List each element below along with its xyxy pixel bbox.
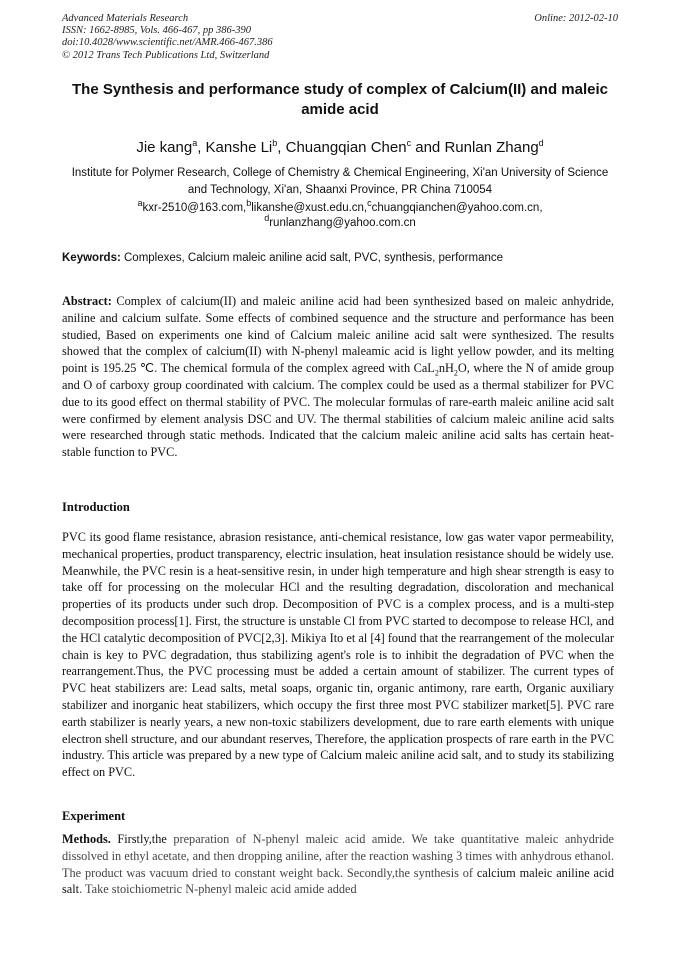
introduction-text: PVC its good flame resistance, abrasion resistance, anti-chemical resistance, low gas water vapor permeability, mechanical properties, product transparency, electric insulation, heat insulation resistance should be widely use. Meanwhile, the PVC resin is a heat-sensitive resin, in under high temperature and high shear strength is easy to take off for processing on the molecular HCl and the resulting degradation, discoloration and mechanical properties of its products under such drop. Decomposition of PVC is a complex process, and is a multi-step decomposition process[1]. First, the structure is unstable Cl from PVC started to decompose to release HCl, and the HCl catalytic decomposition of PVC[2,3]. Mikiya Ito et al [4] found that the rearrangement of the molecular chain is key to PVC degradation, thus stabilizing agent's role is to inhibit the degradation of PVC when the rearrangement.Thus, the PVC processing must be added a certain amount of stabilizer. The current types of PVC heat stabilizers are: Lead salts, metal soaps, organic tin, organic antimony, rare earth, Organic auxiliary stabilizer and inorganic heat stabilizers, which occupy the first three most PVC stabilizer market[5]. PVC rare earth stabilizer is nearly years, a new non-toxic stabilizers development, due to rare earth elements with unique electron shell structure, and our abundant reserves, Therefore, the application prospects of rare earth in the PVC industry. This article was prepared by a new type of Calcium maleic aniline acid salt, and to study its stabilizing effect on PVC. [62, 530, 614, 780]
email-link[interactable]: likanshe@xust.edu.cn, [251, 202, 368, 214]
author-name: Runlan Zhang [444, 139, 539, 156]
copyright-line: © 2012 Trans Tech Publications Ltd, Switzerland [62, 49, 270, 61]
author-mark: d [538, 138, 544, 148]
author-name: Kanshe Li [205, 139, 273, 156]
author-mark: a [192, 138, 198, 148]
author-name: Jie kang [136, 139, 193, 156]
author-mark: b [272, 138, 278, 148]
introduction-heading: Introduction [62, 500, 130, 514]
author-separator: , [197, 139, 206, 156]
author-list [62, 138, 618, 158]
formula-subscript: 2 [453, 368, 458, 378]
formula-subscript: 2 [434, 368, 439, 378]
methods-lead: Firstly,the [117, 832, 167, 846]
methods-text [62, 831, 614, 898]
email-link[interactable]: chuangqianchen@yahoo.com.cn, [371, 202, 543, 214]
author-separator: and [411, 139, 445, 156]
abstract-text: nH [438, 361, 454, 376]
abstract-label: Abstract: [62, 294, 112, 308]
methods-label: Methods. [62, 832, 111, 846]
email-mark: b [246, 198, 252, 209]
journal-header [62, 13, 618, 62]
issn-line: ISSN: 1662-8985, Vols. 466-467, pp 386-390 [62, 25, 251, 37]
experiment-heading: Experiment [62, 809, 126, 823]
abstract [62, 293, 614, 461]
abstract-text: O, where the N of amide group and O of carboxy group coordinated with calcium. The complex could be used as a thermal stabilizer for PVC due to its good effect on thermal stability of PVC. The molecular formulas of rare-earth maleic aniline acid salt were confirmed by element analysis DSC and UV. The thermal stabilities of calcium maleic aniline acid salts were researched through static methods. Indicated that the calcium maleic aniline acid salts has certain heat-stable function to PVC. [62, 361, 614, 460]
email-mark: c [367, 198, 372, 209]
email-link[interactable]: runlanzhang@yahoo.com.cn [269, 217, 416, 229]
author-mark: c [406, 138, 412, 148]
methods-body: . Take stoichiometric N-phenyl maleic acid amide added [79, 882, 357, 897]
methods-body: preparation of N-phenyl maleic acid amide. We take quantitative maleic anhydride dissolved in ethyl acetate, and then dropping aniline, after the reaction washing 3 times with anhydrous ethanol. The product was vacuum dried to constant weight back. Secondly,the synthesis of [62, 832, 614, 880]
keywords-label: Keywords: [62, 252, 121, 264]
email-mark: d [264, 213, 270, 224]
email-mark: a [137, 198, 143, 209]
abstract-text: Complex of calcium(II) and maleic aniline acid had been synthesized based on maleic anhydride, aniline and calcium sulfate. Some effects of combined sequence and the structure and performance has been studied, Based on experiments one kind of Calcium maleic aniline acid salt were synthesized. The results showed that the complex of calcium(II) with N-phenyl maleamic acid is light yellow powder, and its melting point is 195.25 ℃. The chemical formula of the complex agreed with CaL [62, 294, 614, 376]
email-list [62, 198, 618, 231]
author-name: Chuangqian Chen [285, 139, 407, 156]
email-link[interactable]: kxr-2510@163.com, [142, 202, 247, 214]
keywords-text: Complexes, Calcium maleic aniline acid salt, PVC, synthesis, performance [124, 252, 504, 264]
methods-emphasis: calcium maleic aniline acid salt [62, 865, 614, 897]
paper-title: The Synthesis and performance study of complex of Calcium(II) and maleic amide acid [72, 81, 608, 118]
doi-line: doi:10.4028/www.scientific.net/AMR.466-467.386 [62, 37, 273, 49]
keywords [62, 250, 618, 266]
online-date: Online: 2012-02-10 [534, 13, 618, 24]
author-separator: , [277, 139, 286, 156]
affiliation: Institute for Polymer Research, College of Chemistry & Chemical Engineering, Xi'an University of Science and Technology, Xi'an, Shaanxi Province, PR China 710054 [71, 167, 609, 196]
journal-name: Advanced Materials Research [62, 13, 189, 24]
